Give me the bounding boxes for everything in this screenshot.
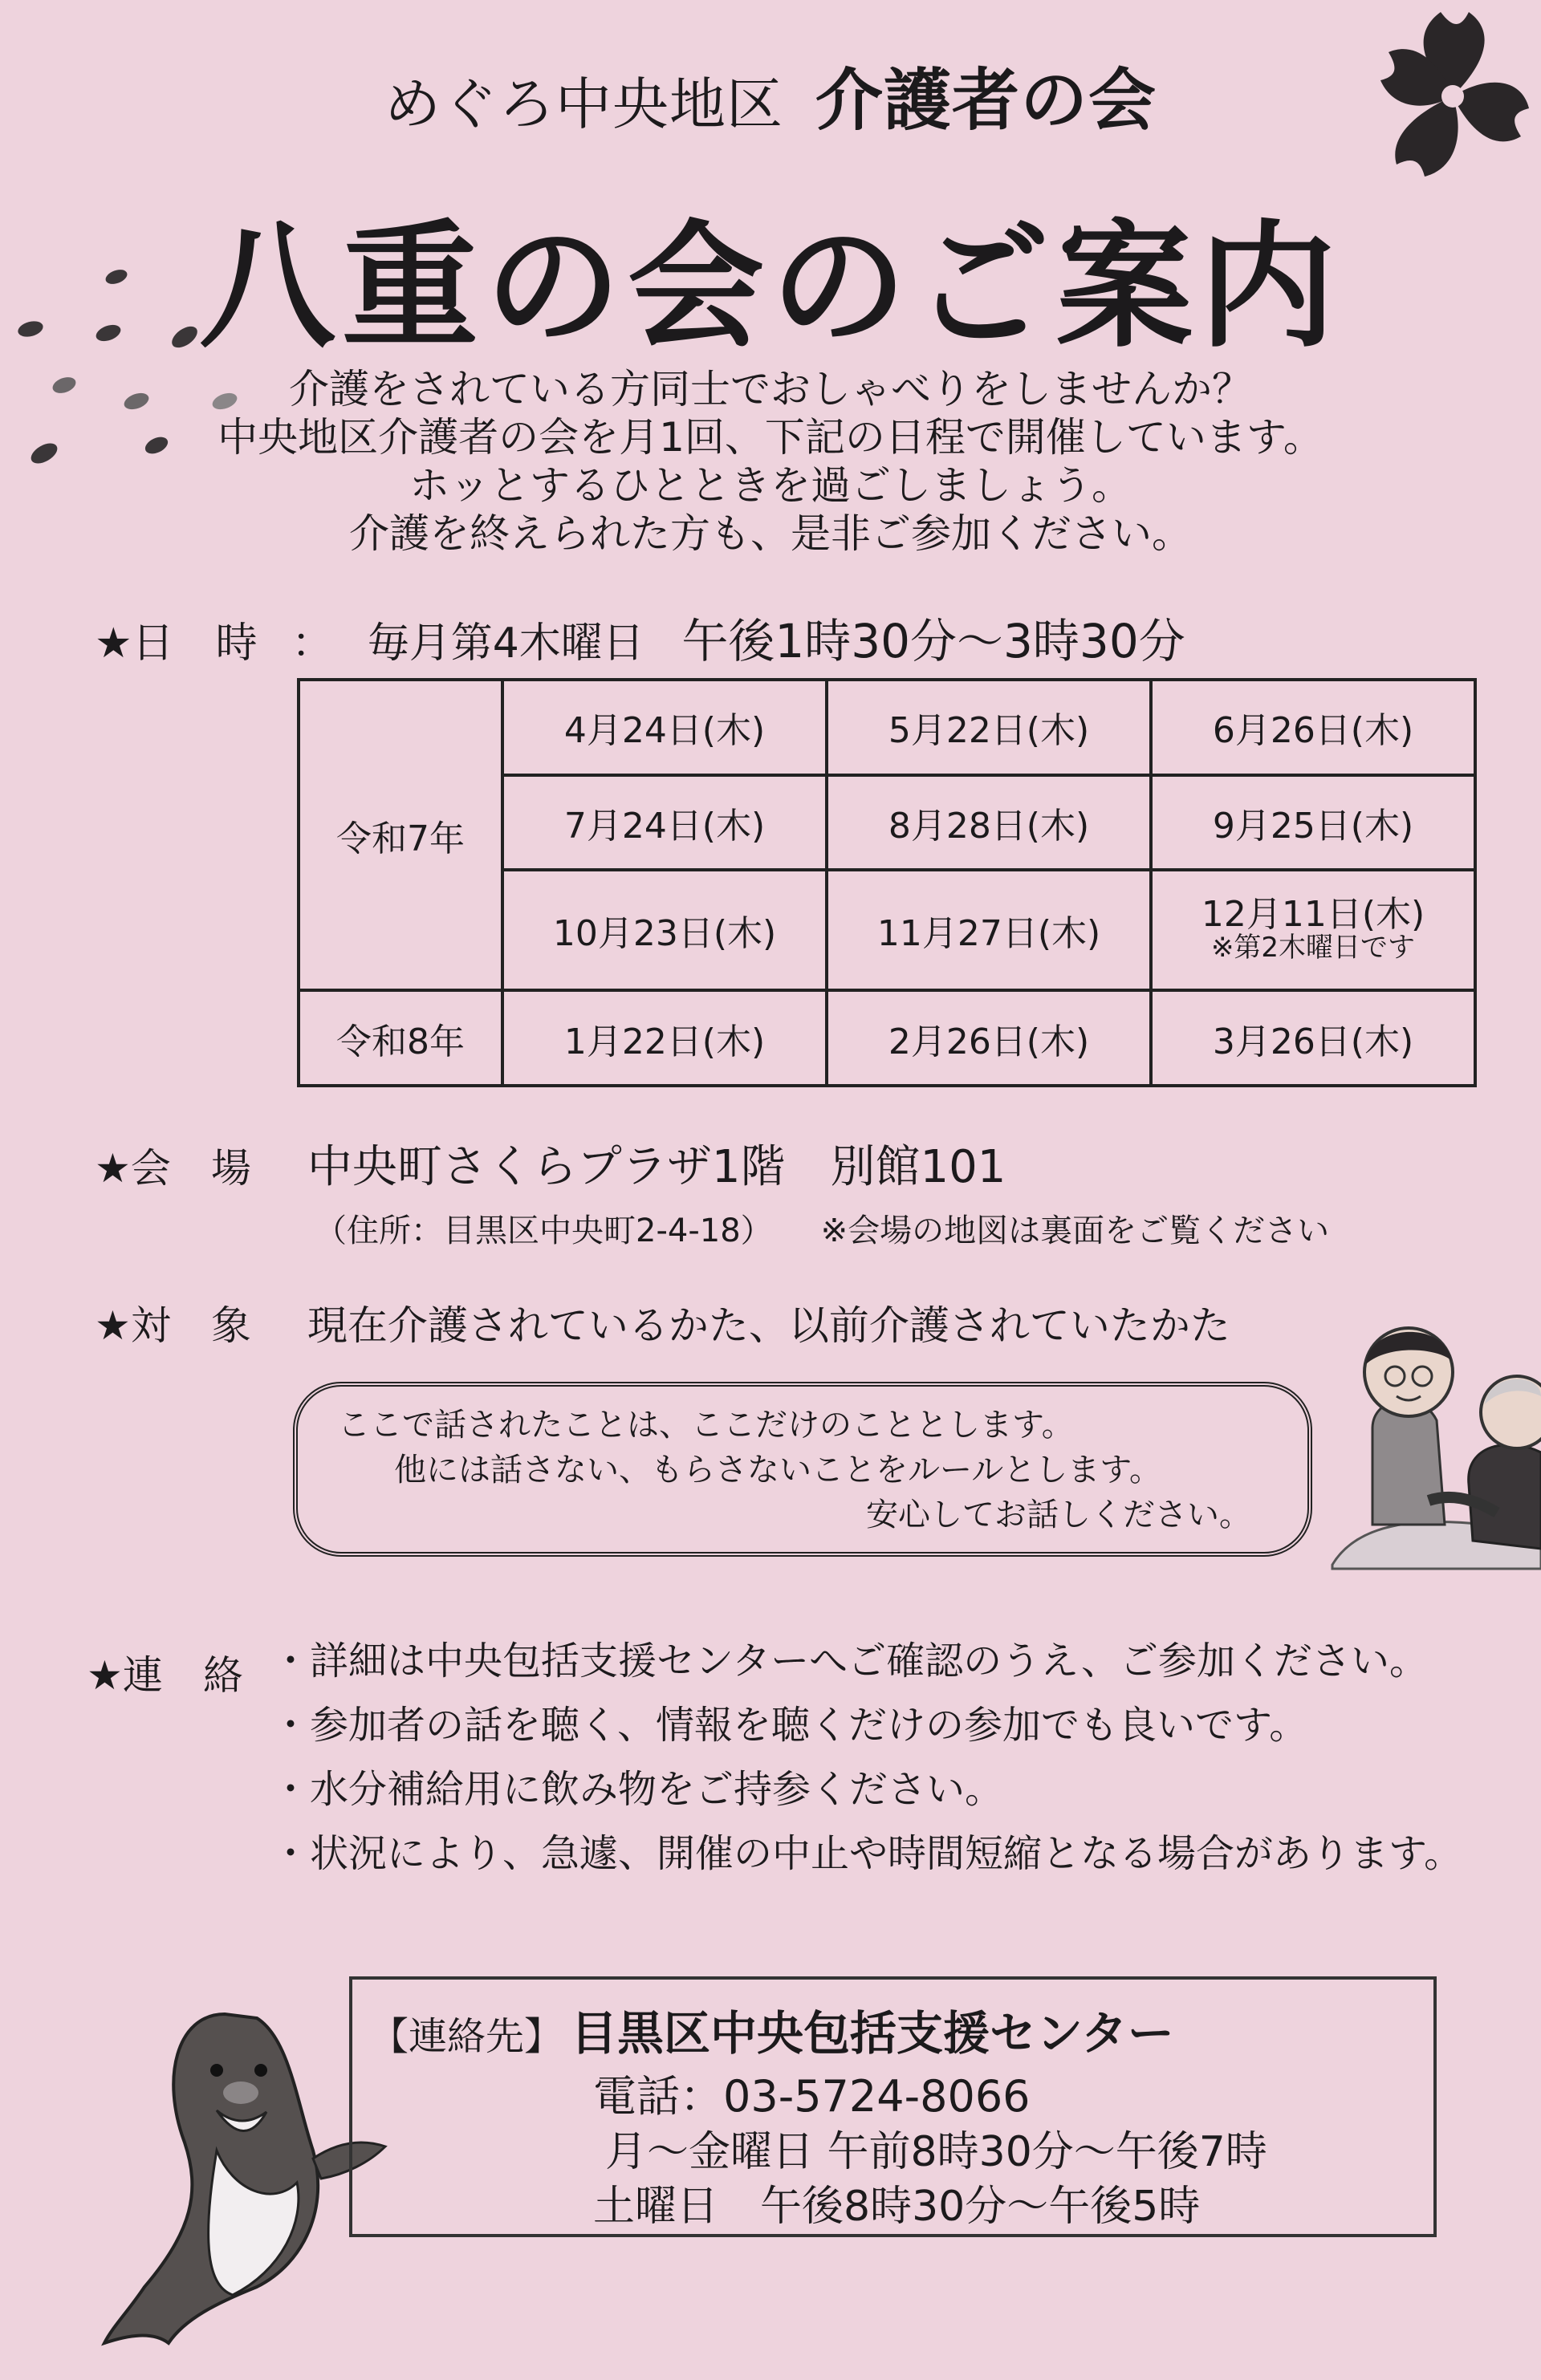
datetime-time: 午後1時30分～3時30分 <box>681 614 1185 668</box>
era-cell: 令和7年 <box>299 680 502 990</box>
subtitle <box>0 47 1541 144</box>
date-cell: 5月22日(木) <box>827 680 1151 775</box>
date-cell: 4月24日(木) <box>502 680 827 775</box>
hours-weekday: 月～金曜日 午前8時30分～午後7時 <box>605 2128 1267 2176</box>
org-name: めぐろ中央地区 <box>384 71 783 137</box>
hours-saturday: 土曜日 午後8時30分～午後5時 <box>593 2183 1201 2231</box>
table-row <box>299 680 1475 775</box>
group-name: 介護者の会 <box>815 61 1157 140</box>
page-title: 八重の会のご案内 <box>198 208 1342 367</box>
target-value: 現在介護されているかた、以前介護されていたかた <box>307 1302 1230 1349</box>
rule-line: 他には話さない、もらさないことをルールとします。 <box>394 1452 1161 1489</box>
contact-tag: 【連絡先】 <box>370 2014 563 2059</box>
caregivers-illustration <box>1324 1284 1541 1573</box>
note-item: ・水分補給用に飲み物をご持参ください。 <box>271 1767 1004 1812</box>
date-cell: 7月24日(木) <box>502 775 827 871</box>
target-row <box>95 1294 1230 1351</box>
note-item: ・参加者の話を聴く、情報を聴くだけの参加でも良いです。 <box>271 1703 1308 1748</box>
datetime-label: ★日 時 <box>95 619 258 668</box>
date-cell: 3月26日(木) <box>1151 990 1475 1086</box>
note-item: ・詳細は中央包括支援センターへご確認のうえ、ご参加ください。 <box>271 1639 1428 1683</box>
table-row <box>299 990 1475 1086</box>
schedule-table <box>297 678 1477 1087</box>
contact-box-header <box>370 1996 1174 2063</box>
contact-box <box>349 1976 1437 2237</box>
contact-notes <box>271 1629 1462 1886</box>
date-cell: 9月25日(木) <box>1151 775 1475 871</box>
venue-label: ★会 場 <box>95 1145 251 1192</box>
date-cell: 1月22日(木) <box>502 990 827 1086</box>
intro-line: 介護を終えられた方も、是非ご参加ください。 <box>349 510 1192 557</box>
center-name: 目黒区中央包括支援センター <box>571 2006 1174 2061</box>
intro-line: 中央地区介護者の会を月1回、下記の日程で開催しています。 <box>218 414 1323 461</box>
date-cell: 6月26日(木) <box>1151 680 1475 775</box>
venue-address <box>315 1205 1329 1251</box>
rules-box <box>293 1382 1312 1557</box>
datetime-separator: ： <box>291 619 334 668</box>
note-item: ・状況により、急遽、開催の中止や時間短縮となる場合があります。 <box>271 1831 1463 1876</box>
intro-text <box>0 365 1541 558</box>
date-cell: 11月27日(木) <box>827 870 1151 990</box>
date-cell: 2月26日(木) <box>827 990 1151 1086</box>
datetime-value: 毎月第4木曜日 <box>367 619 644 668</box>
date-cell: 10月23日(木) <box>502 870 827 990</box>
target-label: ★対 象 <box>95 1302 251 1349</box>
contact-label-row <box>87 1643 243 1701</box>
map-note: ※会場の地図は裏面をご覧ください <box>820 1212 1330 1249</box>
datetime-row <box>95 603 1185 671</box>
intro-line: ホッとするひとときを過ごしましょう。 <box>409 462 1132 509</box>
schedule-note: ※第2木曜日です <box>1210 932 1416 965</box>
rule-line: 安心してお話しください。 <box>866 1497 1251 1533</box>
venue-value: 中央町さくらプラザ1階 別館101 <box>307 1141 1006 1193</box>
phone-number: 電話：03-5724-8066 <box>593 2071 1031 2122</box>
date-cell: 8月28日(木) <box>827 775 1151 871</box>
date-cell-with-note <box>1151 870 1475 990</box>
date-text: 12月11日(木) <box>1201 894 1425 936</box>
venue-row <box>95 1131 1006 1196</box>
address-text: （住所：目黒区中央町2-4-18） <box>315 1212 773 1249</box>
intro-line: 介護をされている方同士でおしゃべりをしませんか？ <box>289 366 1252 412</box>
contact-label: ★連 絡 <box>87 1652 243 1699</box>
rule-line: ここで話されたことは、ここだけのこととします。 <box>338 1407 1074 1444</box>
era-cell: 令和8年 <box>299 990 502 1086</box>
